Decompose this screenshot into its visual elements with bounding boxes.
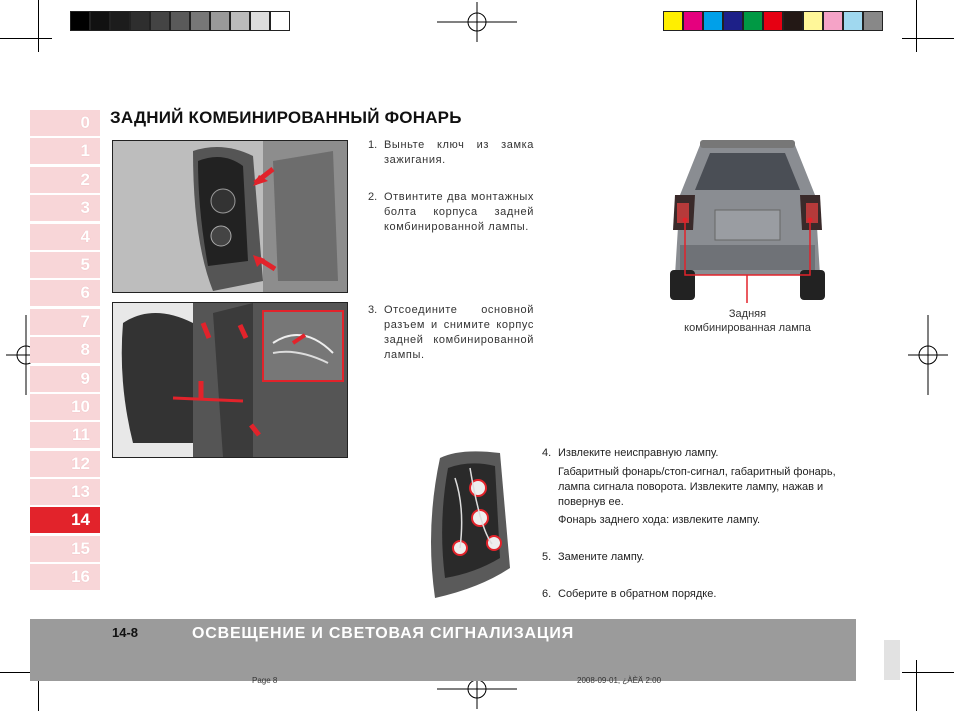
chapter-tab-5[interactable]: 5 — [30, 252, 100, 278]
step-number: 4. — [542, 447, 552, 459]
step-number: 1. — [368, 139, 378, 151]
chapter-tab-14-active[interactable]: 14 — [30, 507, 100, 533]
step-number: 3. — [368, 304, 378, 316]
photo-tail-lamp-bolts — [112, 140, 348, 293]
color-swatch-bar — [663, 11, 883, 31]
step-text: Соберите в обратном порядке. — [558, 588, 717, 600]
side-marker — [884, 640, 900, 680]
step-text: Выньте ключ из замка зажигания. — [384, 139, 534, 166]
step-number: 2. — [368, 191, 378, 203]
gray-swatch-bar — [70, 11, 290, 31]
chapter-tabs — [30, 110, 100, 593]
step-number: 6. — [542, 588, 552, 600]
step-1 — [368, 138, 534, 170]
chapter-tab-4[interactable]: 4 — [30, 224, 100, 250]
step-3 — [368, 303, 534, 367]
step-text: Отсоедините основной разъем и снимите корпус задней комбинированной лампы. — [384, 304, 534, 361]
chapter-tab-6[interactable]: 6 — [30, 280, 100, 306]
chapter-tab-9[interactable]: 9 — [30, 366, 100, 392]
chapter-tab-0[interactable]: 0 — [30, 110, 100, 136]
footer-left-text: Page 8 — [252, 676, 278, 685]
car-caption — [665, 307, 830, 335]
footer-right-text: 2008-09-01, ¿ÀÈÄ 2:00 — [577, 676, 662, 685]
car-rear-illustration — [655, 135, 840, 305]
step-text: Отвинтите два монтажных болта корпуса задней комбинированной лампы. — [384, 191, 534, 233]
chapter-title: ОСВЕЩЕНИЕ И СВЕТОВАЯ СИГНАЛИЗАЦИЯ — [192, 625, 575, 642]
step-text: Извлеките неисправную лампу. — [558, 447, 719, 459]
note-reverse-lamp: Фонарь заднего хода: извлеките лампу. — [558, 514, 761, 526]
chapter-tab-12[interactable]: 12 — [30, 451, 100, 477]
chapter-tab-10[interactable]: 10 — [30, 394, 100, 420]
chapter-tab-16[interactable]: 16 — [30, 564, 100, 590]
note-bulb-removal: Габаритный фонарь/стоп-сигнал, габаритный фонарь, лампа сигнала поворота. Извлеките лампу, нажав и повернув ее. — [558, 466, 836, 508]
chapter-tab-3[interactable]: 3 — [30, 195, 100, 221]
chapter-tab-11[interactable]: 11 — [30, 422, 100, 448]
step-2 — [368, 190, 534, 238]
chapter-tab-1[interactable]: 1 — [30, 138, 100, 164]
car-caption-line2: комбинированная лампа — [684, 322, 811, 334]
chapter-tab-15[interactable]: 15 — [30, 536, 100, 562]
lamp-housing-illustration — [420, 448, 520, 606]
chapter-tab-7[interactable]: 7 — [30, 309, 100, 335]
step-5 — [542, 550, 862, 566]
step-number: 5. — [542, 551, 552, 563]
page-number: 14-8 — [112, 625, 139, 640]
car-caption-line1: Задняя — [728, 308, 767, 320]
photo-main-connector — [112, 302, 348, 458]
chapter-tab-2[interactable]: 2 — [30, 167, 100, 193]
chapter-tab-8[interactable]: 8 — [30, 337, 100, 363]
step-4 — [542, 446, 862, 462]
chapter-tab-13[interactable]: 13 — [30, 479, 100, 505]
step-6 — [542, 587, 862, 603]
step-text: Замените лампу. — [558, 551, 645, 563]
section-title: ЗАДНИЙ КОМБИНИРОВАННЫЙ ФОНАРЬ — [110, 108, 462, 127]
